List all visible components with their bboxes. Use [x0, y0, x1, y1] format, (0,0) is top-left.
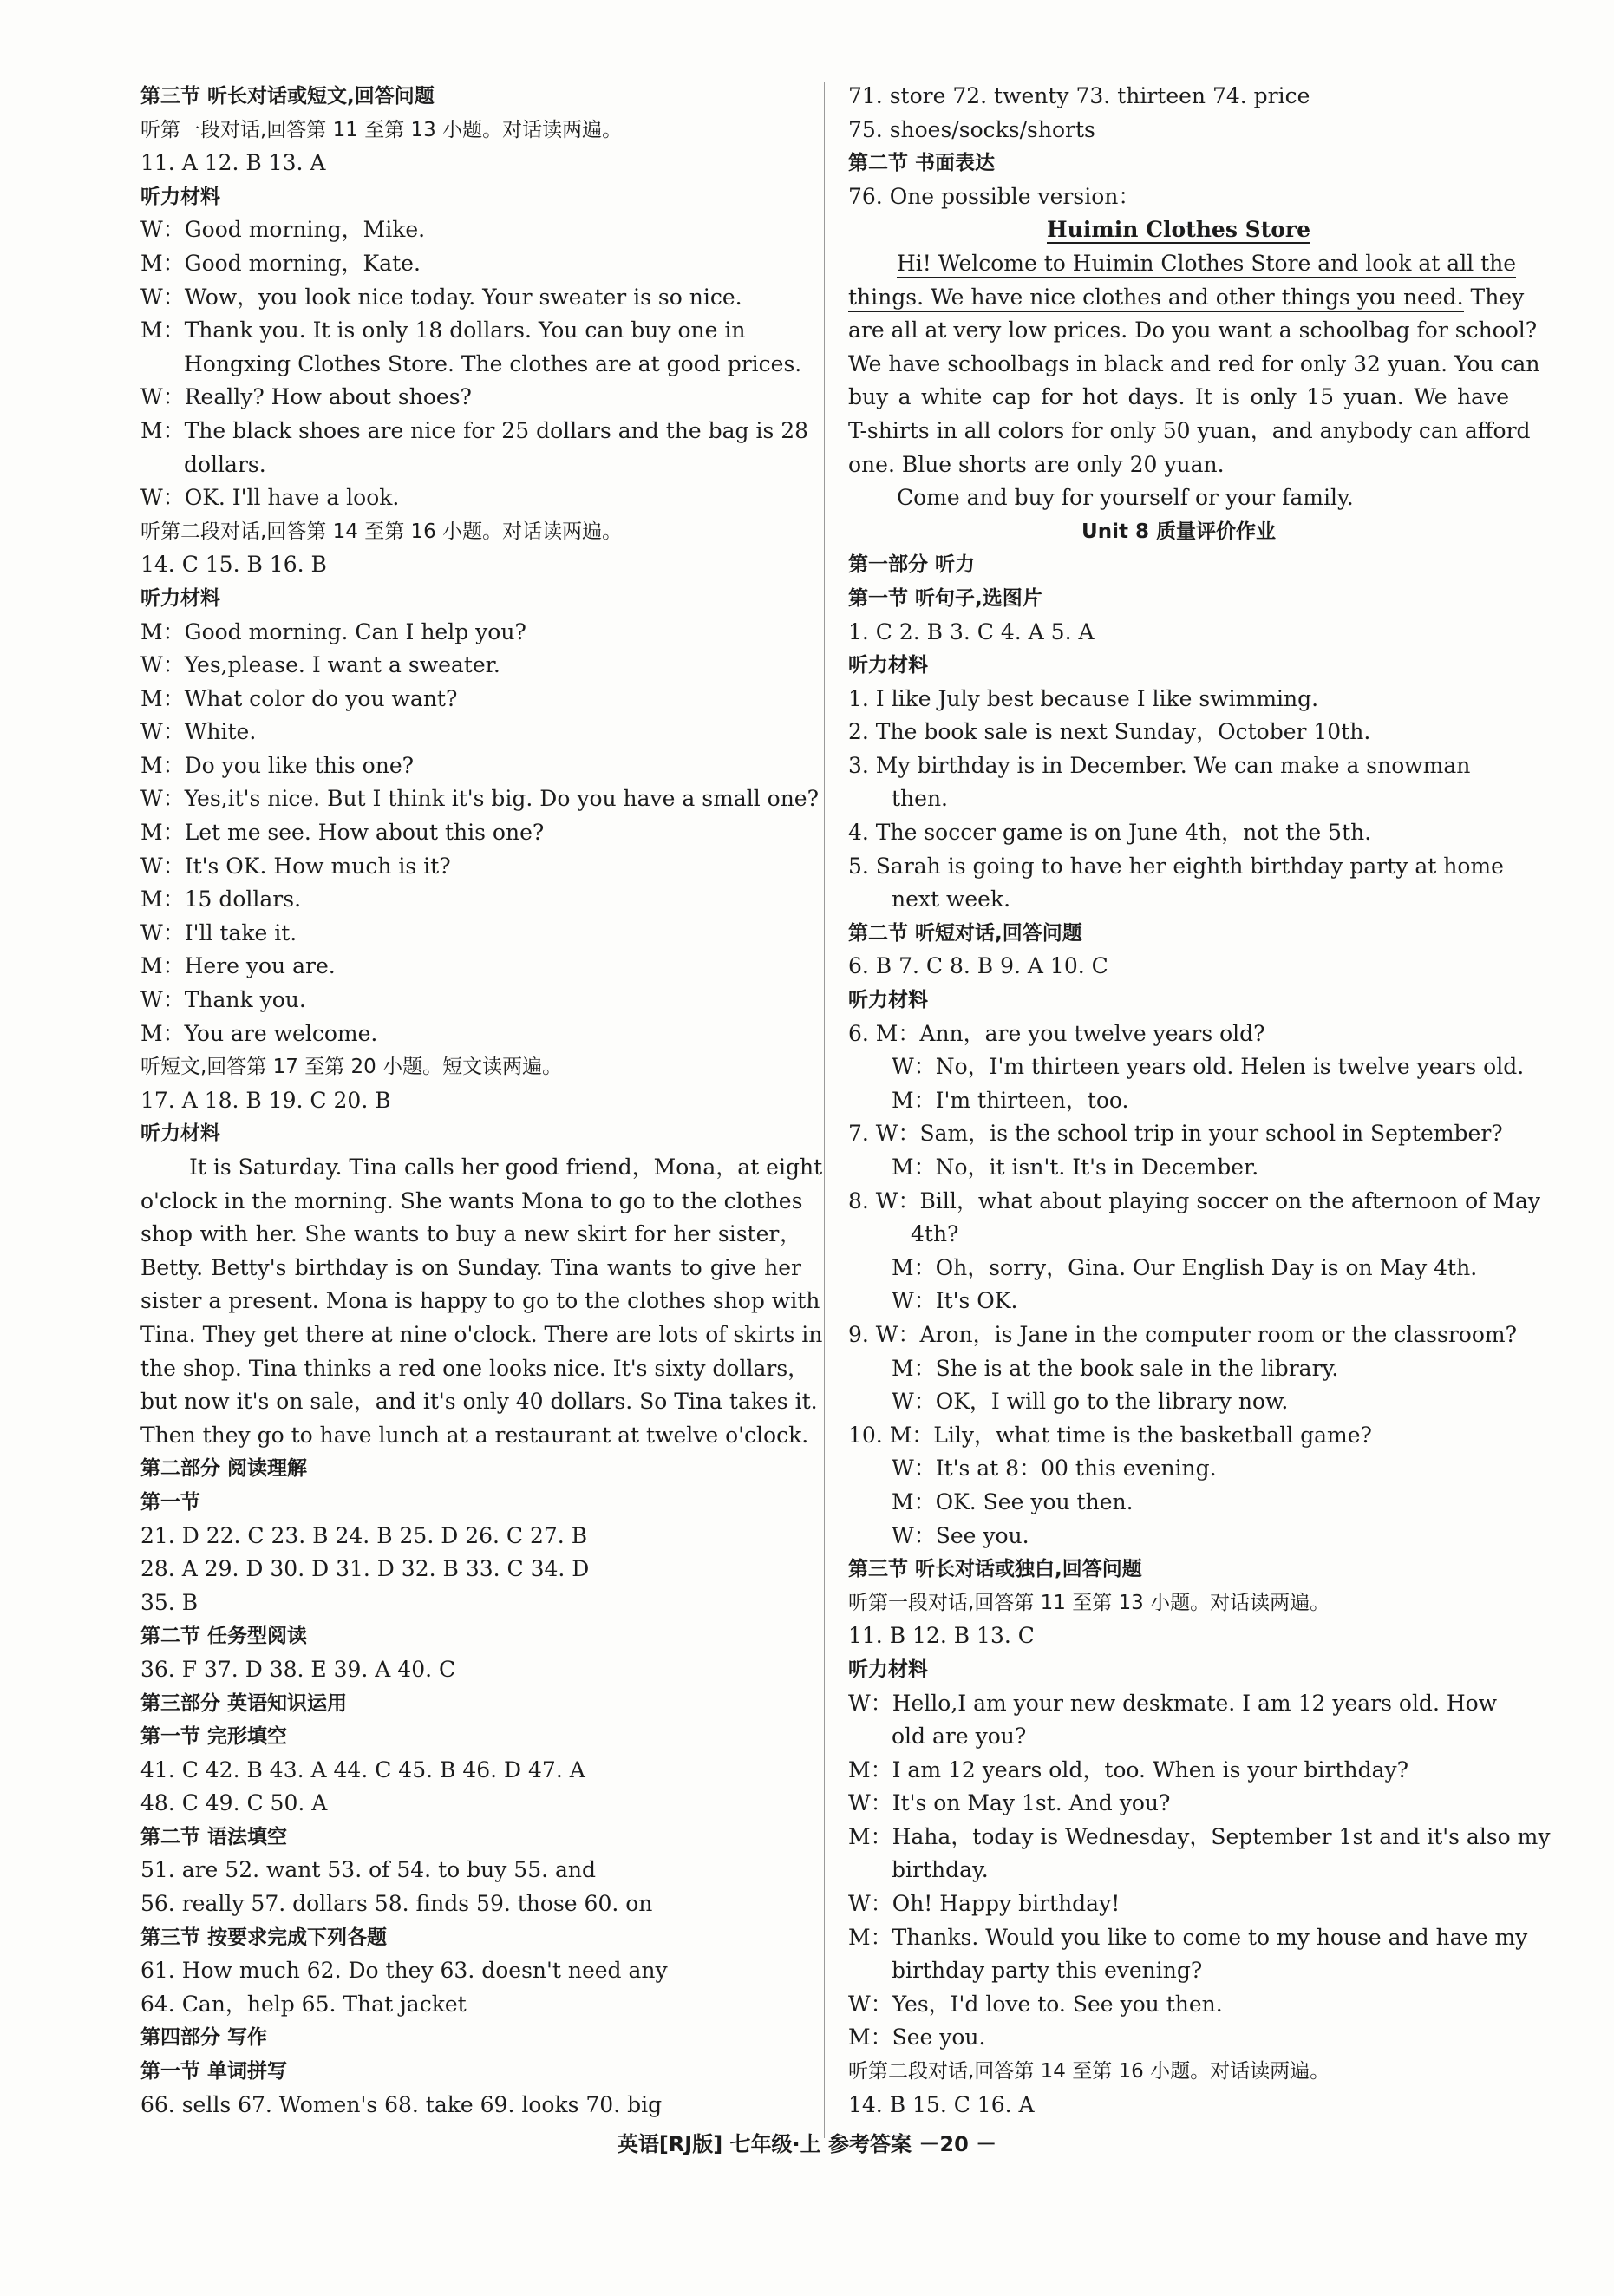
page-footer: 英语[RJ版] 七年级·上 参考答案 －20 －: [617, 2132, 997, 2156]
dialogue-line: M：See you.: [848, 2025, 986, 2051]
plain-text: They: [1463, 284, 1525, 310]
instruction-line: 听第一段对话,回答第 11 至第 13 小题。对话读两遍。: [140, 118, 623, 141]
answer-line: 1. C 2. B 3. C 4. A 5. A: [848, 618, 1095, 644]
paragraph-line: buy a white cap for hot days. It is only 15 yuan. We have: [848, 384, 1509, 410]
paragraph-line: We have schoolbags in black and red for only 32 yuan. You can: [848, 350, 1540, 376]
dialogue-line: M：Thanks. Would you like to come to my house and have my: [848, 1924, 1528, 1950]
dialogue-continuation: W：No，I'm thirteen years old. Helen is twelve years old.: [892, 1054, 1525, 1080]
unit-title: Unit 8 质量评价作业: [1081, 520, 1276, 543]
dialogue-continuation: birthday.: [892, 1857, 989, 1883]
paragraph-line: sister a present. Mona is happy to go to the clothes shop with: [140, 1288, 820, 1314]
paragraph-line: o'clock in the morning. She wants Mona to go to the clothes: [140, 1187, 803, 1213]
section-heading: 第三节 按要求完成下列各题: [140, 1926, 388, 1949]
dialogue-continuation: M：No，it isn't. It's in December.: [892, 1155, 1259, 1180]
instruction-line: 听第一段对话,回答第 11 至第 13 小题。对话读两遍。: [848, 1591, 1330, 1614]
dialogue-line: 2. The book sale is next Sunday，October 10th.: [848, 719, 1371, 745]
dialogue-line: 5. Sarah is going to have her eighth birthday party at home: [848, 853, 1504, 879]
paragraph-line: shop with her. She wants to buy a new skirt for her sister，: [140, 1221, 801, 1247]
paragraph-line: T-shirts in all colors for only 50 yuan，and anybody can afford: [848, 417, 1531, 443]
dialogue-continuation: Hongxing Clothes Store. The clothes are at good prices.: [184, 350, 802, 376]
dialogue-continuation: W：OK，I will go to the library now.: [892, 1389, 1289, 1415]
dialogue-line: 7. W：Sam，is the school trip in your school in September?: [848, 1121, 1503, 1147]
dialogue-continuation: then.: [892, 786, 948, 812]
instruction-line: 听短文,回答第 17 至第 20 小题。短文读两遍。: [140, 1056, 563, 1079]
answer-line: 41. C 42. B 43. A 44. C 45. B 46. D 47. A: [140, 1756, 585, 1783]
dialogue-line: W：Thank you.: [140, 987, 306, 1013]
dialogue-line: W：I'll take it.: [140, 919, 297, 945]
column-divider: [824, 82, 825, 2138]
answer-line: 11. A 12. B 13. A: [140, 150, 326, 176]
section-heading: 听力材料: [140, 586, 220, 610]
section-heading: 第二节 任务型阅读: [140, 1625, 308, 1648]
answer-line: 11. B 12. B 13. C: [848, 1623, 1035, 1649]
dialogue-continuation: W：See you.: [892, 1522, 1029, 1548]
paragraph-line: It is Saturday. Tina calls her good friend，Mona，at eight: [189, 1155, 823, 1180]
dialogue-line: 10. M：Lily，what time is the basketball game?: [848, 1422, 1372, 1448]
dialogue-line: W：Good morning，Mike.: [140, 217, 426, 243]
dialogue-line: M：15 dollars.: [140, 886, 302, 913]
paragraph-line: Betty. Betty's birthday is on Sunday. Tina wants to give her: [140, 1254, 801, 1280]
answer-line: 35. B: [140, 1589, 199, 1615]
paragraph-line: are all at very low prices. Do you want a schoolbag for school?: [848, 317, 1538, 343]
dialogue-line: M：Thank you. It is only 18 dollars. You can buy one in: [140, 317, 746, 343]
dialogue-line: M：Good morning. Can I help you?: [140, 618, 526, 644]
answer-line: 28. A 29. D 30. D 31. D 32. B 33. C 34. D: [140, 1556, 590, 1582]
section-heading: 第二节 听短对话,回答问题: [848, 921, 1082, 945]
dialogue-line: W：Yes,please. I want a sweater.: [140, 652, 500, 678]
section-heading: 第四部分 写作: [140, 2026, 268, 2050]
dialogue-continuation: M：I'm thirteen，too.: [892, 1087, 1129, 1113]
underlined-line: [848, 247, 1517, 281]
dialogue-continuation: W：It's OK.: [892, 1288, 1018, 1314]
instruction-line: 听第二段对话,回答第 14 至第 16 小题。对话读两遍。: [848, 2060, 1330, 2083]
dialogue-line: W：OK. I'll have a look.: [140, 485, 400, 511]
dialogue-line: W：Wow，you look nice today. Your sweater is so nice.: [140, 284, 742, 310]
answer-line: 75. shoes/socks/shorts: [848, 116, 1095, 142]
section-heading: 第一节 单词拼写: [140, 2060, 288, 2083]
dialogue-continuation: next week.: [892, 886, 1011, 913]
dialogue-line: W：Yes，I'd love to. See you then.: [848, 1991, 1223, 2017]
dialogue-line: W：Really? How about shoes?: [140, 384, 472, 410]
section-heading: 听力材料: [848, 989, 928, 1012]
dialogue-line: M：Here you are.: [140, 953, 336, 979]
right-column: [848, 80, 1551, 2122]
dialogue-line: W：White.: [140, 719, 257, 745]
section-heading: 第一部分 听力: [848, 553, 976, 577]
answer-line: 66. sells 67. Women's 68. take 69. looks 70. big: [140, 2091, 663, 2117]
dialogue-continuation: M：OK. See you then.: [892, 1488, 1134, 1514]
paragraph-line: the shop. Tina thinks a red one looks nice. It's sixty dollars，: [140, 1355, 810, 1381]
dialogue-continuation: dollars.: [184, 451, 266, 477]
section-heading: 第二部分 阅读理解: [140, 1457, 308, 1481]
dialogue-line: 9. W：Aron，is Jane in the computer room or the classroom?: [848, 1321, 1517, 1347]
section-heading: 第三节 听长对话或短文,回答问题: [140, 85, 435, 108]
answer-line: 71. store 72. twenty 73. thirteen 74. price: [848, 83, 1310, 108]
dialogue-continuation: M：She is at the book sale in the library.: [892, 1355, 1339, 1381]
dialogue-line: M：Let me see. How about this one?: [140, 820, 545, 846]
dialogue-line: W：Yes,it's nice. But I think it's big. Do you have a small one?: [140, 786, 820, 812]
dialogue-continuation: W：It's at 8：00 this evening.: [892, 1455, 1217, 1482]
dialogue-line: 3. My birthday is in December. We can make a snowman: [848, 752, 1471, 778]
paragraph-line: but now it's on sale，and it's only 40 dollars. So Tina takes it.: [140, 1389, 818, 1415]
underlined-text: things. We have nice clothes and other things you need.: [848, 285, 1464, 312]
answer-line: 48. C 49. C 50. A: [140, 1790, 328, 1816]
dialogue-line: W：Oh! Happy birthday!: [848, 1891, 1121, 1917]
answer-line: 21. D 22. C 23. B 24. B 25. D 26. C 27. B: [140, 1522, 588, 1548]
answer-line: 14. B 15. C 16. A: [848, 2091, 1035, 2117]
essay-title: [848, 213, 1509, 247]
underlined-line: [848, 281, 1525, 315]
answer-line: 64. Can，help 65. That jacket: [140, 1991, 467, 2017]
section-heading: 第二节 书面表达: [848, 152, 996, 175]
section-heading: 听力材料: [848, 1658, 928, 1681]
section-heading: 第一节 完形填空: [140, 1725, 288, 1749]
section-heading: 第一节: [140, 1490, 200, 1514]
section-heading: 听力材料: [140, 1122, 220, 1146]
dialogue-line: M：Haha，today is Wednesday，September 1st and it's also my: [848, 1823, 1551, 1849]
section-heading: 听力材料: [140, 185, 220, 208]
essay-title-text: Huimin Clothes Store: [1047, 217, 1310, 243]
dialogue-line: 8. W：Bill，what about playing soccer on the afternoon of May: [848, 1187, 1541, 1213]
dialogue-continuation: 4th?: [911, 1221, 959, 1247]
dialogue-continuation: M：Oh，sorry，Gina. Our English Day is on May 4th.: [892, 1254, 1478, 1280]
section-heading: 第一节 听句子,选图片: [848, 586, 1042, 610]
underlined-text: Hi! Welcome to Huimin Clothes Store and look at all the: [897, 251, 1516, 278]
answer-line: 51. are 52. want 53. of 54. to buy 55. and: [140, 1857, 596, 1883]
dialogue-line: M：I am 12 years old，too. When is your birthday?: [848, 1756, 1409, 1783]
instruction-line: 听第二段对话,回答第 14 至第 16 小题。对话读两遍。: [140, 520, 623, 543]
dialogue-line: W：It's OK. How much is it?: [140, 853, 451, 879]
dialogue-line: M：Good morning，Kate.: [140, 250, 421, 276]
section-heading: 听力材料: [848, 654, 928, 677]
answer-line: 17. A 18. B 19. C 20. B: [140, 1087, 391, 1113]
dialogue-line: 6. M：Ann，are you twelve years old?: [848, 1020, 1265, 1046]
dialogue-continuation: birthday party this evening?: [892, 1958, 1203, 1984]
answer-line: 56. really 57. dollars 58. finds 59. those 60. on: [140, 1891, 653, 1917]
answer-line: 14. C 15. B 16. B: [140, 552, 327, 578]
left-column: [140, 80, 823, 2122]
answer-line: one. Blue shorts are only 20 yuan.: [848, 451, 1225, 477]
answer-line: 6. B 7. C 8. B 9. A 10. C: [848, 953, 1108, 979]
section-heading: 第三节 听长对话或独白,回答问题: [848, 1558, 1142, 1581]
dialogue-line: M：You are welcome.: [140, 1020, 378, 1046]
section-heading: 第二节 语法填空: [140, 1825, 288, 1848]
dialogue-continuation: old are you?: [892, 1724, 1027, 1750]
paragraph-line: Come and buy for yourself or your family.: [897, 485, 1354, 511]
answer-line: 36. F 37. D 38. E 39. A 40. C: [140, 1656, 456, 1682]
dialogue-line: M：The black shoes are nice for 25 dollars and the bag is 28: [140, 417, 809, 443]
dialogue-line: W：It's on May 1st. And you?: [848, 1790, 1171, 1816]
answer-line: Then they go to have lunch at a restaurant at twelve o'clock.: [140, 1422, 809, 1448]
dialogue-line: M：Do you like this one?: [140, 752, 415, 778]
dialogue-line: M：What color do you want?: [140, 685, 458, 711]
paragraph-line: Tina. They get there at nine o'clock. There are lots of skirts in: [140, 1321, 823, 1347]
dialogue-line: W：Hello,I am your new deskmate. I am 12 years old. How: [848, 1690, 1498, 1716]
answer-line: 76. One possible version：: [848, 183, 1140, 209]
dialogue-line: 1. I like July best because I like swimming.: [848, 685, 1319, 711]
answer-line: 61. How much 62. Do they 63. doesn't need any: [140, 1958, 668, 1984]
section-heading: 第三部分 英语知识运用: [140, 1691, 348, 1715]
dialogue-line: 4. The soccer game is on June 4th，not the 5th.: [848, 820, 1372, 846]
